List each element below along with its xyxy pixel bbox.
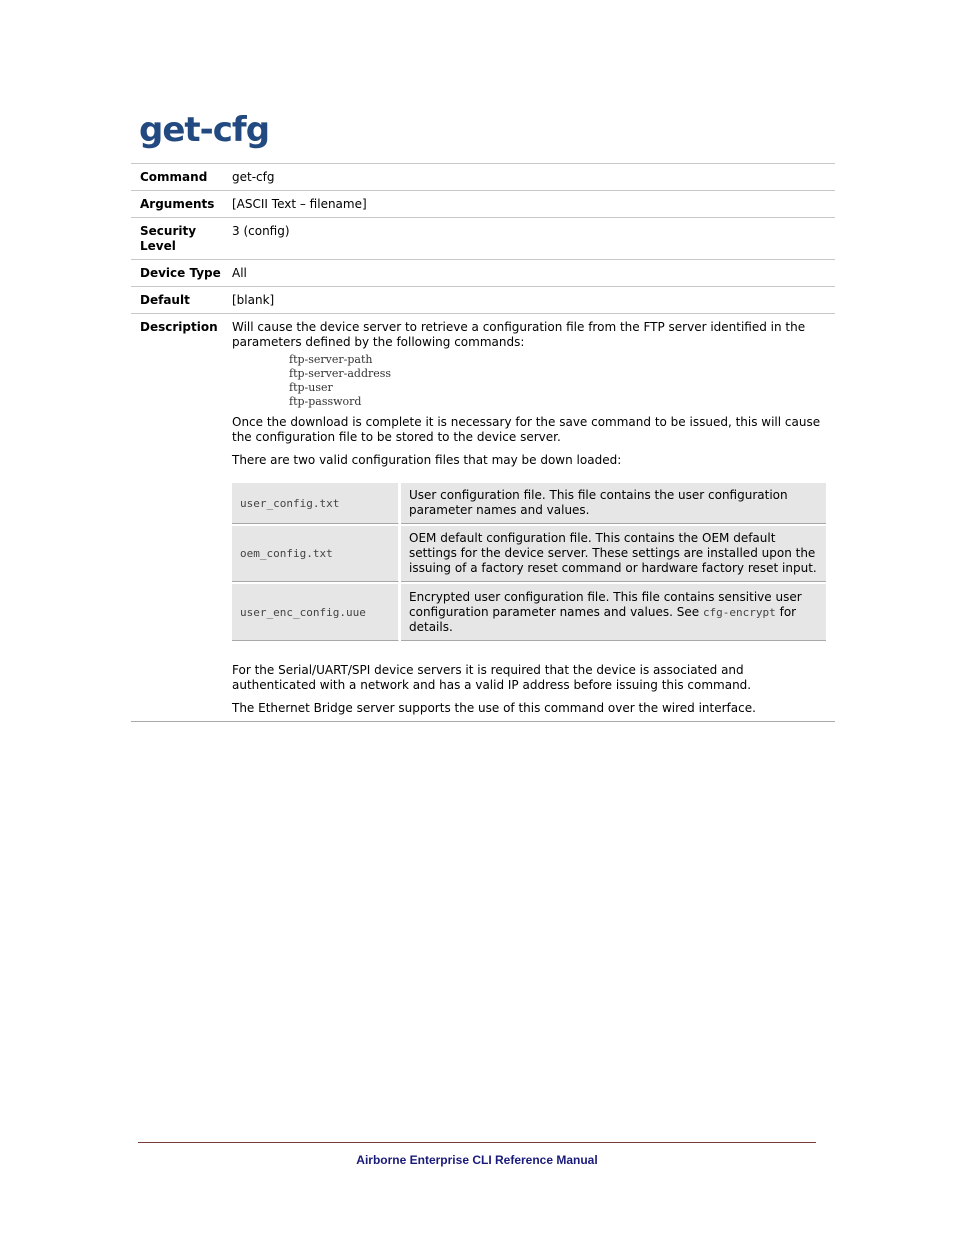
ethernet-paragraph: The Ethernet Bridge server supports the use of this command over the wired interface. [232,701,756,715]
file-description-text: for details. [409,604,797,634]
file-name: oem_config.txt [232,526,399,582]
command-spec-table [131,163,835,722]
table-row [131,191,835,218]
ftp-command: ftp-user [289,381,333,394]
table-row [232,483,826,524]
description-value [232,314,835,722]
file-description: User configuration file. This file contains the user configuration parameter names and values. [401,483,826,524]
table-row [131,287,835,314]
description-intro: Will cause the device server to retrieve a configuration file from the FTP server identified in the parameters defined by the following commands: [232,320,806,349]
cfg-encrypt-code: cfg-encrypt [702,605,776,619]
files-paragraph: There are two valid configuration files that may be down loaded: [232,453,622,467]
security-level-label [131,218,232,260]
table-row [232,526,826,582]
command-label: Command [131,164,232,191]
device-type-value: All [232,260,835,287]
ftp-command: ftp-server-address [289,367,392,380]
ftp-command-list [289,353,829,409]
ftp-command: ftp-password [289,395,362,408]
table-row [131,164,835,191]
file-name: user_enc_config.uue [232,584,399,641]
config-files-table [230,481,828,643]
serial-paragraph: For the Serial/UART/SPI device servers it is required that the device is associated and authenticated with a network and has a valid IP address before issuing this command. [232,663,752,692]
table-row [131,260,835,287]
arguments-value: [ASCII Text – filename] [232,191,835,218]
footer-manual-title: Airborne Enterprise CLI Reference Manual [356,1153,598,1167]
file-description [401,584,826,641]
file-description: OEM default configuration file. This contains the OEM default settings for the device server. These settings are installed upon the issuing of a factory reset command or hardware factory reset input. [401,526,826,582]
table-row [131,314,835,722]
device-type-label: Device Type [131,260,232,287]
default-label: Default [131,287,232,314]
arguments-label: Arguments [131,191,232,218]
table-row [232,584,826,641]
footer-divider [138,1142,816,1143]
description-label: Description [131,314,232,722]
file-description-text: Encrypted user configuration file. This file contains sensitive user configuration parameter names and values. See [409,589,802,619]
security-label-line2: Level [140,239,176,253]
file-name: user_config.txt [232,483,399,524]
table-row [131,218,835,260]
security-label-line1: Security [140,224,197,238]
default-value: [blank] [232,287,835,314]
page-title: get-cfg [139,110,270,150]
security-level-value: 3 (config) [232,218,835,260]
download-paragraph: Once the download is complete it is necessary for the save command to be issued, this will cause the configuration file to be stored to the device server. [232,415,821,444]
command-value: get-cfg [232,164,835,191]
ftp-command: ftp-server-path [289,353,373,366]
